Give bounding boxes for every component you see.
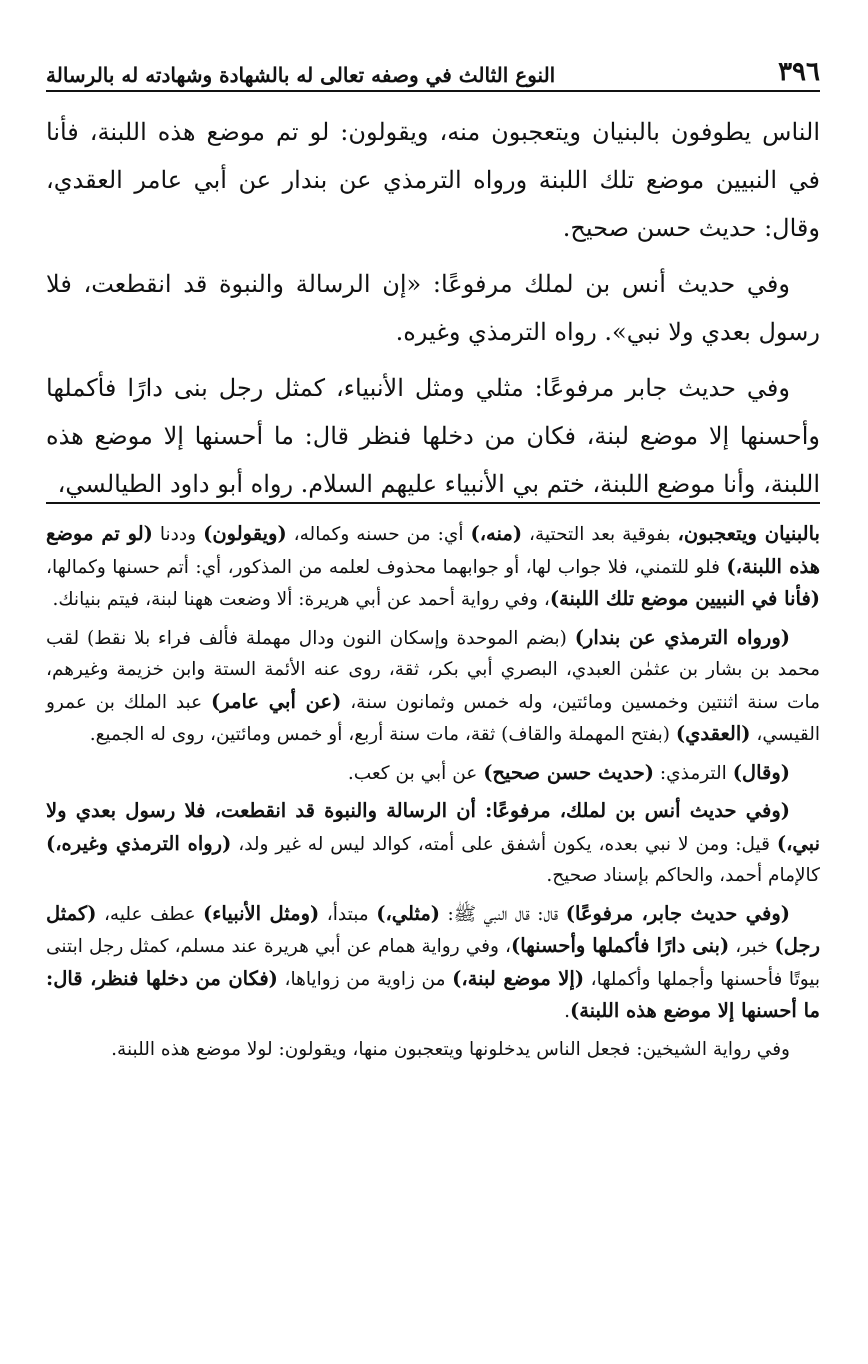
bold-citation: (بنى دارًا فأكملها وأحسنها) — [510, 934, 730, 957]
commentary-text: عن أبي بن كعب. — [347, 762, 484, 784]
commentary-text: خبر، — [729, 936, 775, 957]
main-text — [46, 108, 820, 516]
commentary-text: ، وفي رواية أحمد عن أبي هريرة: ألا وضعت ههنا لبنة، فيتم بنيانك. — [52, 589, 550, 610]
main-paragraph-2: وفي حديث أنس بن لملك مرفوعًا: «إن الرسالة والنبوة قد انقطعت، فلا رسول بعدي ولا نبي». رواه الترمذي وغيره. — [46, 270, 820, 346]
bold-citation: (منه،) — [470, 522, 523, 545]
bold-citation: (ومثل الأنبياء) — [203, 901, 320, 925]
commentary-text: بفوقية بعد التحتية، — [522, 524, 678, 545]
bold-citation: (رواه الترمذي وغيره،) — [46, 831, 232, 855]
bold-citation: (مثلي،) — [376, 901, 441, 925]
commentary-text: ، وفي رواية همام عن أبي هريرة عند مسلم، كمثل رجل ابتنى بيوتًا فأحسنها وأجملها وأكملها، — [46, 936, 821, 990]
bold-citation: (ويقولون) — [203, 522, 287, 545]
bold-citation: (فكان من دخلها فنظر، قال: ما أحسنها إلا موضع هذه اللبنة) — [46, 966, 820, 1022]
commentary-paragraph-3 — [46, 757, 820, 790]
bold-citation: (حديث حسن صحيح) — [483, 760, 655, 784]
footnote-divider — [46, 502, 820, 504]
bold-citation: (وفي حديث جابر، مرفوعًا) — [565, 901, 790, 925]
commentary-text: فلو للتمني، فلا جواب لها، أو جوابهما محذوف لعلمه من المذكور، أي: أتم حسنها وكمالها، — [46, 556, 727, 578]
commentary-text: قال: قال النبي ﷺ: — [440, 903, 566, 925]
bold-citation: (كمثل رجل) — [46, 901, 821, 957]
commentary-text: عطف عليه، — [96, 903, 204, 925]
commentary-paragraph-5 — [46, 898, 820, 1028]
bold-citation: (وقال) — [732, 760, 790, 784]
commentary-paragraph-1 — [46, 518, 820, 616]
commentary-text: الترمذي: — [654, 762, 733, 784]
commentary-text: من زاوية من زواياها، — [277, 968, 453, 990]
bold-citation: (ورواه الترمذي عن بندار) — [574, 625, 790, 649]
bold-citation: (العقدي) — [675, 722, 751, 745]
running-title: النوع الثالث في وصفه تعالى له بالشهادة وشهادته له بالرسالة — [46, 63, 556, 87]
commentary-text: قيل: ومن لا نبي بعده، يكون أشفق على أمته، كوالد ليس له غير ولد، — [231, 833, 777, 855]
bold-citation: (لو تم موضع هذه اللبنة،) — [46, 522, 820, 578]
commentary-text: . — [564, 1001, 570, 1022]
bold-citation: بالبنيان ويتعجبون، — [677, 522, 820, 545]
commentary-text: (بفتح المهملة والقاف) ثقة، مات سنة أربع، أو خمس ومائتين، روى له الجميع. — [89, 724, 676, 745]
commentary-text: (بضم الموحدة وإسكان النون ودال مهملة فألف فراء بلا نقط) لقب محمد بن بشار بن عثمٰن العبدي، البصري أبي بكر، ثقة، روى عنه الأئمة الستة وابن خزيمة وغيرهم، مات سنة اثنتين وخمسين ومائتين، وله خمس وثمانون سنة، — [46, 627, 821, 713]
bold-citation: (إلا موضع لبنة،) — [452, 966, 585, 990]
main-paragraph-1: الناس يطوفون بالبنيان ويتعجبون منه، ويقولون: لو تم موضع هذه اللبنة، فأنا في النبيين موضع تلك اللبنة ورواه الترمذي عن بندار عن أبي عامر العقدي، وقال: حديث حسن صحيح. — [46, 118, 820, 242]
page-header — [46, 52, 820, 92]
commentary-text: كالإمام أحمد، والحاكم بإسناد صحيح. — [546, 865, 820, 886]
commentary — [46, 518, 820, 1071]
commentary-text: مبتدأ، — [319, 903, 377, 925]
commentary-text: أي: من حسنه وكماله، — [286, 524, 471, 545]
commentary-paragraph-6 — [46, 1034, 820, 1066]
commentary-paragraph-2 — [46, 622, 820, 751]
bold-citation: (عن أبي عامر) — [211, 689, 342, 713]
page-number: ٣٩٦ — [778, 57, 820, 87]
commentary-paragraph-4 — [46, 795, 820, 892]
bold-citation: (فأنا في النبيين موضع تلك اللبنة) — [549, 587, 820, 610]
commentary-text: وفي رواية الشيخين: فجعل الناس يدخلونها ويتعجبون منها، ويقولون: لولا موضع هذه اللبنة. — [111, 1038, 790, 1060]
main-paragraph-3: وفي حديث جابر مرفوعًا: مثلي ومثل الأنبياء، كمثل رجل بنى دارًا فأكملها وأحسنها إلا موضع لبنة، فكان من دخلها فنظر قال: ما أحسنها إلا موضع هذه اللبنة، وأنا موضع اللبنة، ختم بي الأنبياء عليهم السلام. رواه أبو داود الطيالسي، — [46, 374, 820, 498]
commentary-text: وددنا — [152, 524, 204, 545]
commentary-text: عبد الملك بن عمرو القيسي، — [46, 691, 820, 745]
bold-citation: (وفي حديث أنس بن لملك، مرفوعًا: أن الرسالة والنبوة قد انقطعت، فلا رسول بعدي ولا نبي،) — [46, 799, 820, 855]
